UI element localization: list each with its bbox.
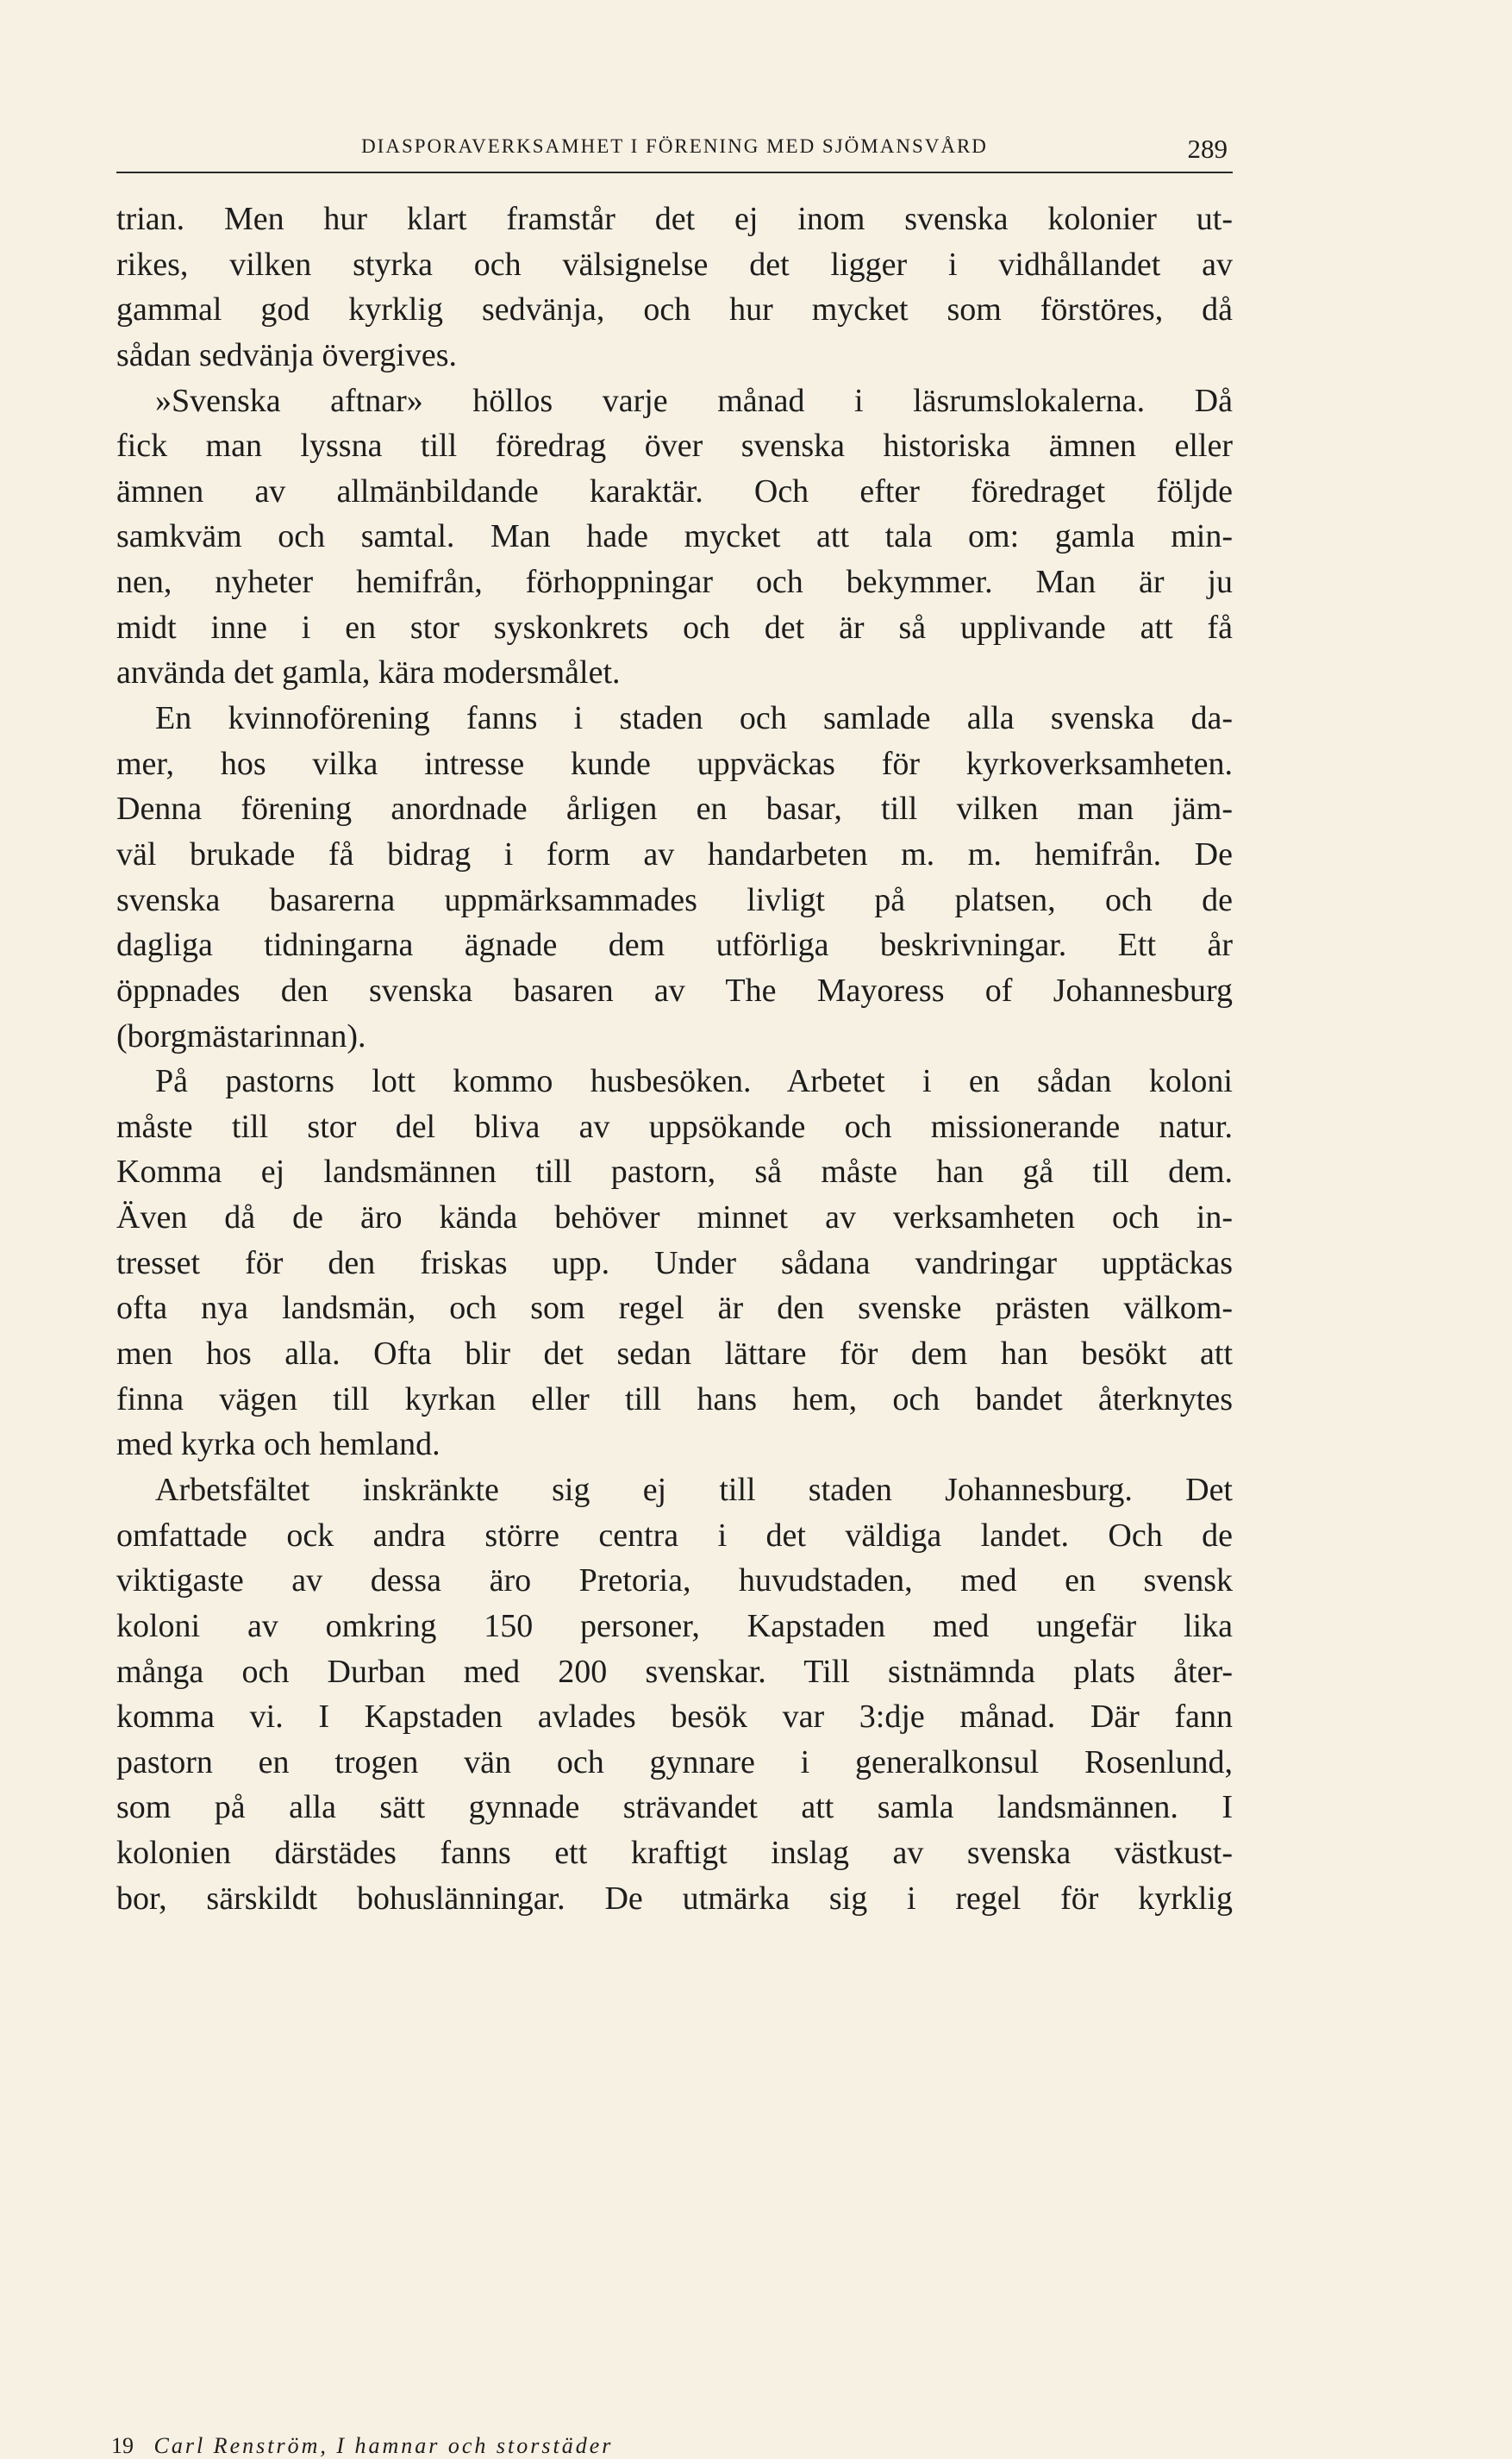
text-line: måste till stor del bliva av uppsökande och missionerande natur. bbox=[116, 1108, 1233, 1145]
text-line: men hos alla. Ofta blir det sedan lättare för dem han besökt att bbox=[116, 1336, 1233, 1373]
text-line: kolonien därstädes fanns ett kraftigt inslag av svenska västkust- bbox=[116, 1835, 1233, 1872]
text-line: omfattade ock andra större centra i det väldiga landet. Och de bbox=[116, 1517, 1233, 1554]
text-line: finna vägen till kyrkan eller till hans hem, och bandet återknytes bbox=[116, 1380, 1233, 1417]
text-line: öppnades den svenska basaren av The Mayoress of Johannesburg bbox=[116, 972, 1233, 1009]
text-line: På pastorns lott kommo husbesöken. Arbetet i en sådan koloni bbox=[155, 1063, 1233, 1100]
text-line: koloni av omkring 150 personer, Kapstaden med ungefär lika bbox=[116, 1607, 1233, 1644]
running-title: DIASPORAVERKSAMHET I FÖRENING MED SJÖMANSVÅRD bbox=[361, 135, 988, 157]
body-text bbox=[116, 197, 1233, 1921]
text-line: Arbetsfältet inskränkte sig ej till staden Johannesburg. Det bbox=[155, 1471, 1233, 1508]
text-line: tresset för den friskas upp. Under sådana vandringar upptäckas bbox=[116, 1244, 1233, 1281]
page-footer bbox=[111, 2433, 613, 2459]
page-number: 289 bbox=[1187, 134, 1228, 164]
text-line: (borgmästarinnan). bbox=[116, 1017, 366, 1054]
text-line: komma vi. I Kapstaden avlades besök var 3:dje månad. Där fann bbox=[116, 1699, 1233, 1736]
text-line: fick man lyssna till föredrag över svenska historiska ämnen eller bbox=[116, 428, 1233, 465]
text-line: En kvinnoförening fanns i staden och samlade alla svenska da- bbox=[155, 700, 1233, 737]
text-line: Denna förening anordnade årligen en basar, till vilken man jäm- bbox=[116, 791, 1233, 828]
text-line: ämnen av allmänbildande karaktär. Och efter föredraget följde bbox=[116, 472, 1233, 510]
text-line: många och Durban med 200 svenskar. Till sistnämnda plats åter- bbox=[116, 1653, 1233, 1690]
text-line: nen, nyheter hemifrån, förhoppningar och bekymmer. Man är ju bbox=[116, 564, 1233, 601]
text-line: Även då de äro kända behöver minnet av verksamheten och in- bbox=[116, 1199, 1233, 1236]
text-line: Komma ej landsmännen till pastorn, så måste han gå till dem. bbox=[116, 1154, 1233, 1191]
text-line: pastorn en trogen vän och gynnare i generalkonsul Rosenlund, bbox=[116, 1743, 1233, 1780]
text-line: sådan sedvänja övergives. bbox=[116, 336, 458, 373]
text-line: svenska basarerna uppmärksammades livligt på platsen, och de bbox=[116, 881, 1233, 918]
text-line: med kyrka och hemland. bbox=[116, 1426, 440, 1463]
text-line: viktigaste av dessa äro Pretoria, huvudstaden, med en svensk bbox=[116, 1562, 1233, 1599]
text-line: gammal god kyrklig sedvänja, och hur mycket som förstöres, då bbox=[116, 291, 1233, 328]
text-line: mer, hos vilka intresse kunde uppväckas för kyrkoverksamheten. bbox=[116, 745, 1233, 782]
text-line: ofta nya landsmän, och som regel är den svenske prästen välkom- bbox=[116, 1290, 1233, 1327]
signature-mark: 19 bbox=[111, 2433, 134, 2458]
text-line: midt inne i en stor syskonkrets och det är så upplivande att få bbox=[116, 609, 1233, 646]
source-note: Carl Renström, I hamnar och storstäder bbox=[153, 2433, 614, 2458]
text-line: trian. Men hur klart framstår det ej inom svenska kolonier ut- bbox=[116, 201, 1233, 237]
text-line: väl brukade få bidrag i form av handarbeten m. m. hemifrån. De bbox=[116, 835, 1233, 873]
text-line: bor, särskildt bohuslänningar. De utmärka sig i regel för kyrklig bbox=[116, 1880, 1233, 1917]
text-line: samkväm och samtal. Man hade mycket att tala om: gamla min- bbox=[116, 518, 1233, 555]
text-line: använda det gamla, kära modersmålet. bbox=[116, 654, 621, 691]
text-line: rikes, vilken styrka och välsignelse det ligger i vidhållandet av bbox=[116, 246, 1233, 283]
text-line: som på alla sätt gynnade strävandet att samla landsmännen. I bbox=[116, 1789, 1233, 1826]
text-line: »Svenska aftnar» höllos varje månad i läsrumslokalerna. Då bbox=[155, 382, 1233, 419]
running-head bbox=[116, 134, 1233, 173]
text-line: dagliga tidningarna ägnade dem utförliga beskrivningar. Ett år bbox=[116, 927, 1233, 964]
